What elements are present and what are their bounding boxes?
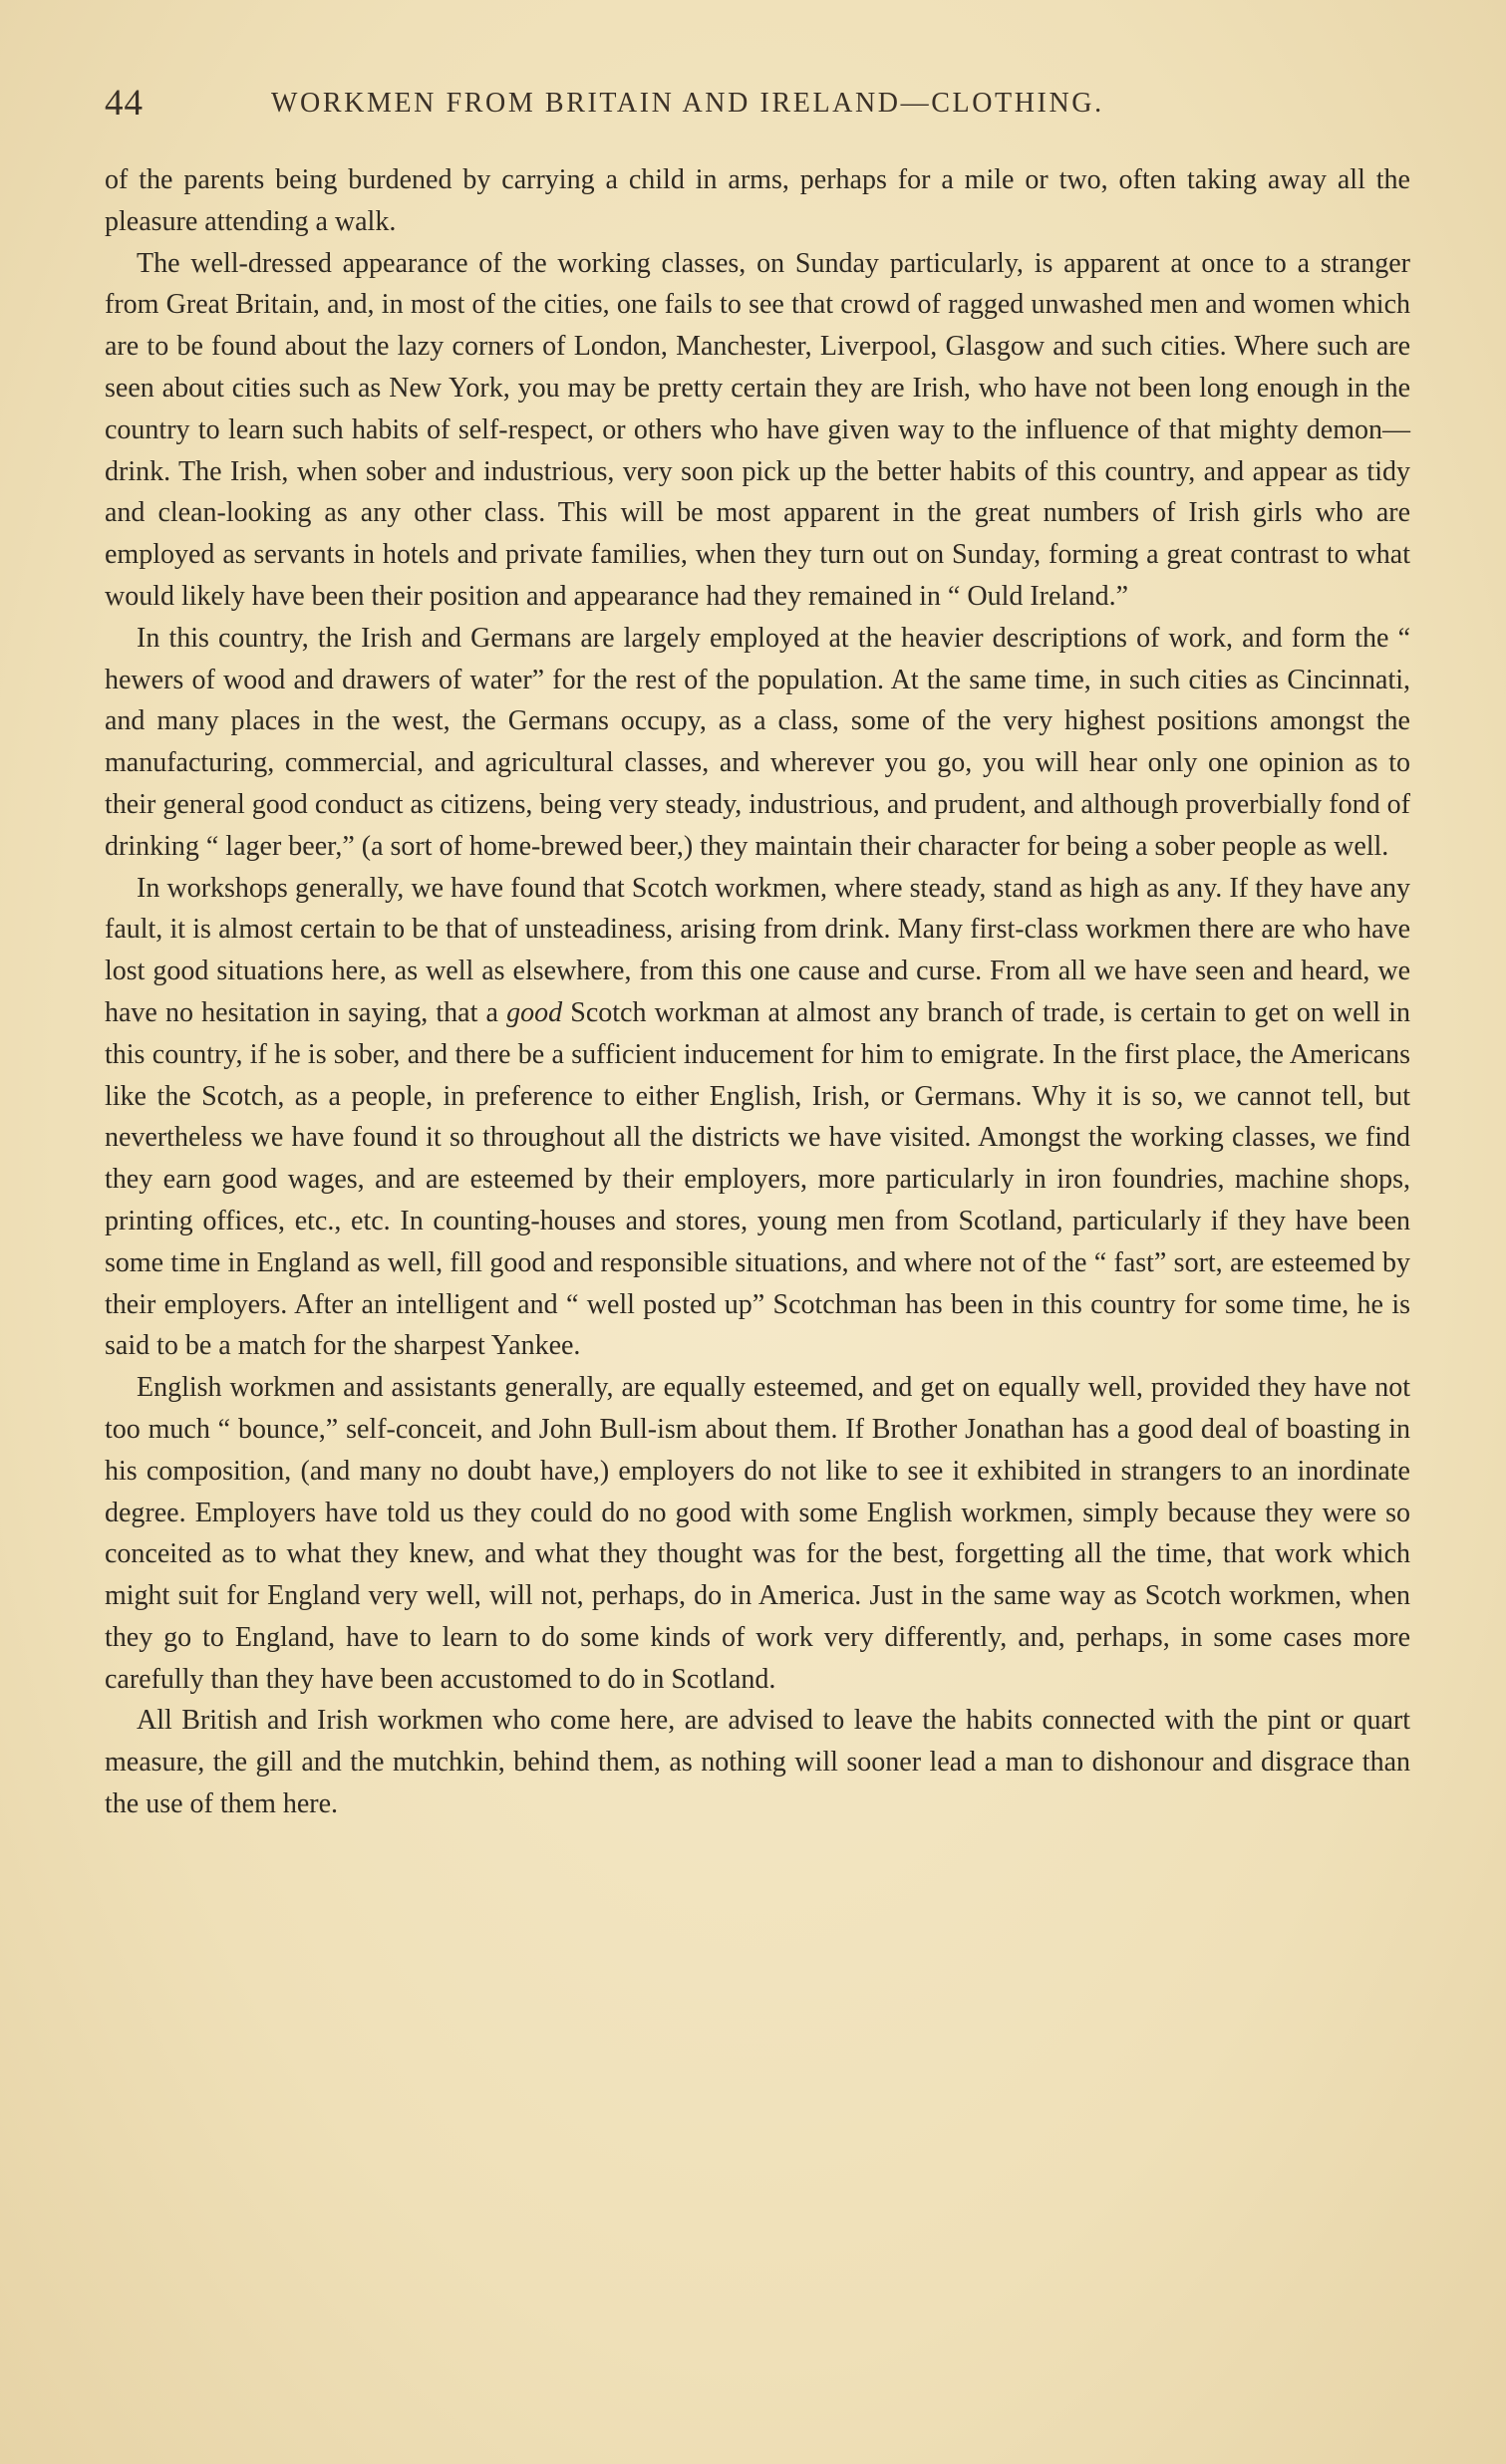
paragraph-english-workmen: English workmen and assistants generally, are equally esteemed, and get on equally well, provided they have not too much “ bounce,” self-conceit, and John Bull-ism about them. If Brother Jonathan has a good deal of boasting in his composition, (and many no doubt have,) employers do not like to see it exhibited in strangers to an inordinate degree. Employers have told us they could do no good with some English workmen, simply because they were so conceited as to what they knew, and what they thought was for the best, forgetting all the time, that work which might suit for England very well, will not, perhaps, do in America. Just in the same way as Scotch workmen, when they go to England, have to learn to do some kinds of work very differently, and, perhaps, in some cases more carefully than they have been accustomed to do in Scotland.: [105, 1372, 1410, 1695]
paragraph-scotch-workmen-part1: In workshops generally, we have found that Scotch workmen, where steady, stand as high as any. If they have any fault, it is almost certain to be that of unsteadiness, arising from drink. Many first-class workmen there are who have lost good situations here, as well as elsewhere, from this one cause and curse. From all we have seen and heard, we have no hesitation in saying, that a: [105, 872, 1410, 1028]
page-header: [105, 82, 1301, 132]
page-number: 44: [105, 83, 144, 124]
emphasis-good: good: [506, 996, 563, 1028]
paragraph-sunday-appearance: The well-dressed appearance of the working classes, on Sunday particularly, is apparent at once to a stranger from Great Britain, and, in most of the cities, one fails to see that crowd of ragged unwashed men and women which are to be found about the lazy corners of London, Manchester, Liverpool, Glasgow and such cities. Where such are seen about cities such as New York, you may be pretty certain they are Irish, who have not been long enough in the country to learn such habits of self-respect, or others who have given way to the influence of that mighty demon—drink. The Irish, when sober and industrious, very soon pick up the better habits of this country, and appear as tidy and clean-looking as any other class. This will be most apparent in the great numbers of Irish girls who are employed as servants in hotels and private families, when they turn out on Sunday, forming a great contrast to what would likely have been their position and appearance had they remained in “ Ould Ireland.”: [105, 247, 1410, 612]
paragraph-scotch-workmen: [105, 868, 1410, 1368]
body-text: [105, 159, 1410, 1825]
paragraph-irish-germans: In this country, the Irish and Germans are largely employed at the heavier descriptions of work, and form the “ hewers of wood and drawers of water” for the rest of the population. At the same time, in such cities as Cincinnati, and many places in the west, the Germans occupy, as a class, some of the very highest positions amongst the manufacturing, commercial, and agricultural classes, and wherever you go, you will hear only one opinion as to their general good conduct as citizens, being very steady, industrious, and prudent, and although proverbially fond of drinking “ lager beer,” (a sort of home-brewed beer,) they maintain their character for being a sober people as well.: [105, 622, 1410, 862]
paragraph-advice: All British and Irish workmen who come here, are advised to leave the habits connected with the pint or quart measure, the gill and the mutchkin, behind them, as nothing will sooner lead a man to dishonour and disgrace than the use of them here.: [105, 1705, 1410, 1820]
running-head: WORKMEN FROM BRITAIN AND IRELAND—CLOTHING.: [271, 88, 1104, 119]
paragraph-continuation: of the parents being burdened by carrying a child in arms, perhaps for a mile or two, often taking away all the pleasure attending a walk.: [105, 164, 1410, 237]
paragraph-scotch-workmen-part2: Scotch workman at almost any branch of trade, is certain to get on well in this country, if he is sober, and there be a sufficient inducement for him to emigrate. In the first place, the Americans like the Scotch, as a people, in preference to either English, Irish, or Germans. Why it is so, we cannot tell, but nevertheless we have found it so throughout all the districts we have visited. Amongst the working classes, we find they earn good wages, and are esteemed by their employers, more particularly in iron foundries, machine shops, printing offices, etc., etc. In counting-houses and stores, young men from Scotland, particularly if they have been some time in England as well, fill good and responsible situations, and where not of the “ fast” sort, are esteemed by their employers. After an intelligent and “ well posted up” Scotchman has been in this country for some time, he is said to be a match for the sharpest Yankee.: [105, 996, 1410, 1362]
